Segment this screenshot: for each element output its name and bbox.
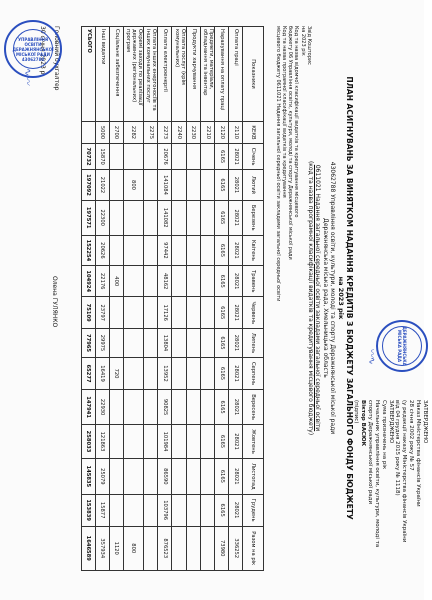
institution-stamp-text: УПРАВЛІННЯ ОСВІТИ ДЕРАЖНЯНСЬКОЇ МІСЬКОЇ РАДИ 43062788 — [12, 36, 54, 62]
row-code: 2240 — [172, 122, 186, 144]
meta-line: Код та назва програмної класифікації видатків та кредитування — [281, 26, 287, 198]
table-cell — [143, 235, 157, 265]
table-cell — [200, 329, 214, 358]
total-label: УСЬОГО — [81, 27, 95, 122]
total-cell: 1646589 — [81, 526, 95, 571]
table-row — [109, 27, 123, 571]
approval-signer-label: (підпис) — [353, 400, 360, 424]
table-cell: 1120 — [109, 526, 123, 571]
table-cell — [143, 425, 157, 459]
total-cell: 147941 — [81, 390, 95, 425]
meta-line: місцевого бюджету 0611021 Надання загальної середньої освіти закладами загальної середньої освіти — [274, 26, 281, 302]
table-header-cell: Червень — [243, 297, 264, 329]
table-cell — [200, 200, 214, 235]
table-cell: 28021 — [229, 143, 243, 169]
table-cell: 6165 — [215, 297, 229, 329]
row-label: Окремі заходи по реалізації державних (регіональних) програм — [123, 27, 143, 122]
row-label: Оплата інших енергоносіїв та інших комунальних послуг — [143, 27, 157, 122]
row-label: Предмети, матеріали, обладнання та інвентар — [200, 27, 214, 122]
table-cell — [123, 297, 143, 329]
total-cell: 65277 — [81, 357, 95, 389]
total-cell: 258033 — [81, 425, 95, 459]
table-cell — [186, 390, 200, 425]
table-cell — [186, 143, 200, 169]
table-body — [81, 27, 242, 571]
table-cell: 20626 — [95, 235, 109, 265]
chief-signature: ∿〰 — [21, 68, 32, 85]
approval-line: Сума призначень на рік — [380, 400, 387, 470]
table-header-cell: Показники — [243, 27, 264, 122]
total-cell: 104924 — [81, 266, 95, 297]
table-cell — [143, 357, 157, 389]
table-cell: 28021 — [229, 329, 243, 358]
table-cell: 6165 — [215, 357, 229, 389]
total-cell: 70732 — [81, 143, 95, 169]
table-header-cell: Грудень — [243, 494, 264, 526]
table-cell — [172, 329, 186, 358]
row-code: 2120 — [215, 122, 229, 144]
table-cell — [186, 494, 200, 526]
table-cell — [109, 458, 123, 494]
table-cell — [172, 425, 186, 459]
table-cell: 22176 — [95, 266, 109, 297]
total-cell: 152254 — [81, 235, 95, 265]
table-cell: 15870 — [95, 143, 109, 169]
table-header-cell: Липень — [243, 329, 264, 358]
table-cell: 73980 — [215, 526, 229, 571]
table-cell — [172, 494, 186, 526]
table-cell — [172, 143, 186, 169]
title-line: Деражнянська міська рада, Хмельницька область — [322, 218, 329, 378]
table-cell — [109, 200, 123, 235]
row-label: Соціальне забезпечення — [109, 27, 123, 122]
table-cell — [143, 526, 157, 571]
meta-line: Звід Кошторис — [306, 26, 312, 65]
approval-line: від 04 грудня 2015 року № 1118) — [394, 400, 401, 496]
table-cell — [123, 494, 143, 526]
table-cell — [143, 200, 157, 235]
table-cell — [143, 329, 157, 358]
table-header-cell: Травень — [243, 266, 264, 297]
table-cell — [200, 425, 214, 459]
table-row — [186, 27, 200, 571]
table-cell: 400 — [109, 266, 123, 297]
row-code: 2282 — [123, 122, 143, 144]
row-code: 2210 — [200, 122, 214, 144]
approval-line: ЗАТВЕРДЖЕНО — [387, 400, 394, 444]
table-cell — [172, 266, 186, 297]
total-code — [81, 122, 95, 144]
table-cell — [123, 390, 143, 425]
table-cell: 23797 — [95, 297, 109, 329]
row-code: 5000 — [95, 122, 109, 144]
table-cell — [186, 266, 200, 297]
table-header-cell: Разом на рік — [243, 526, 264, 571]
table-cell — [172, 458, 186, 494]
table-cell: 86590 — [158, 458, 172, 494]
table-cell — [123, 266, 143, 297]
table-cell: 141084 — [158, 170, 172, 200]
table-cell — [186, 329, 200, 358]
table-cell: 103796 — [158, 494, 172, 526]
approval-line: Наказ Міністерства фінансів України — [415, 400, 422, 507]
table-row — [143, 27, 157, 571]
row-label: Нарахування на оплату праці — [215, 27, 229, 122]
table-cell: 28021 — [229, 266, 243, 297]
approval-line: (у редакції наказу Міністерства фінансів України — [401, 400, 408, 543]
footer-date: 30 січня 2023 р. — [39, 26, 46, 77]
table-row — [95, 27, 109, 571]
table-cell — [123, 329, 143, 358]
table-cell — [143, 390, 157, 425]
table-cell — [109, 170, 123, 200]
table-cell — [109, 235, 123, 265]
table-cell: 13804 — [158, 329, 172, 358]
table-cell: 876523 — [158, 526, 172, 571]
table-row — [172, 27, 186, 571]
table-header-cell: Січень — [243, 143, 264, 169]
footer-chief-name: Олена ГУЛЯНКО — [51, 276, 58, 328]
table-header-row — [243, 27, 264, 571]
table-cell: 6165 — [215, 170, 229, 200]
table-cell: 48162 — [158, 266, 172, 297]
table-cell: 6165 — [215, 390, 229, 425]
row-label: Оплата праці — [229, 27, 243, 122]
table-cell: 6165 — [215, 200, 229, 235]
title-line: 43062788 Управління освіти, культури, молоді та спорту Деражнянської міської ради — [329, 161, 337, 435]
approval-heading: ЗАТВЕРДЖЕНО — [422, 400, 428, 444]
table-cell — [200, 266, 214, 297]
table-cell — [200, 235, 214, 265]
table-cell — [123, 458, 143, 494]
table-cell: 6165 — [215, 329, 229, 358]
table-cell: 6165 — [215, 143, 229, 169]
table-cell: 357934 — [95, 526, 109, 571]
rotated-sheet — [32, 18, 432, 578]
table-cell: 336252 — [229, 526, 243, 571]
table-cell: 22300 — [95, 200, 109, 235]
table-cell: 6165 — [215, 425, 229, 459]
table-cell — [172, 357, 186, 389]
table-cell: 15877 — [95, 494, 109, 526]
table-header-cell: Березень — [243, 200, 264, 235]
meta-line: на 2023 рік — [299, 26, 306, 56]
table-cell — [123, 200, 143, 235]
total-cell: 153839 — [81, 494, 95, 526]
table-cell — [123, 143, 143, 169]
approval-block — [352, 400, 428, 570]
table-cell — [186, 170, 200, 200]
title-line: ПЛАН АСИГНУВАНЬ ЗА ВИНЯТКОМ НАДАННЯ КРЕДИТІВ З БЮДЖЕТУ ЗАГАЛЬНОГО ФОНДУ БЮДЖЕТУ — [345, 76, 354, 520]
approval-signer: Віктор ВАСЮК — [360, 400, 367, 447]
table-cell: 28021 — [229, 297, 243, 329]
table-cell: 720 — [109, 357, 123, 389]
total-cell: 77965 — [81, 329, 95, 358]
meta-line: Код та назва відомчої класифікації видатків та кредитування місцевого — [293, 26, 300, 218]
row-label: Інші видатки — [95, 27, 109, 122]
approval-stamp — [376, 320, 428, 372]
table-cell: 800 — [123, 170, 143, 200]
approval-signature: 〰∿ — [366, 348, 376, 365]
table-cell — [109, 297, 123, 329]
approval-stamp-inner — [382, 326, 422, 366]
table-header-cell: Лютий — [243, 170, 264, 200]
table-cell — [143, 143, 157, 169]
table-cell: 6165 — [215, 494, 229, 526]
table-cell — [186, 425, 200, 459]
table-cell — [109, 390, 123, 425]
table-cell: 28021 — [229, 390, 243, 425]
table-cell — [172, 235, 186, 265]
table-cell — [200, 526, 214, 571]
table-cell: 28021 — [229, 494, 243, 526]
total-cell: 145835 — [81, 458, 95, 494]
table-cell: 6165 — [215, 235, 229, 265]
row-code: 2275 — [143, 122, 157, 144]
table-cell — [200, 494, 214, 526]
allocation-table — [81, 26, 264, 571]
table-header-cell: КЕКВ — [243, 122, 264, 144]
table-cell — [109, 143, 123, 169]
table-cell — [186, 297, 200, 329]
approval-line: 28 січня 2002 року № 57 — [408, 400, 415, 471]
table-cell — [109, 494, 123, 526]
table-cell: 28021 — [229, 235, 243, 265]
row-code: 2230 — [186, 122, 200, 144]
table-cell: 28021 — [229, 200, 243, 235]
table-cell — [200, 458, 214, 494]
institution-stamp-inner — [13, 29, 53, 69]
table-cell: 25079 — [95, 458, 109, 494]
table-cell: 800 — [123, 526, 143, 571]
approval-line: Начальник управління освіти, культури, молоді та — [373, 400, 380, 548]
row-code: 2110 — [229, 122, 243, 144]
total-cell: 197571 — [81, 200, 95, 235]
table-cell — [123, 357, 143, 389]
table-cell — [172, 390, 186, 425]
table-cell: 28021 — [229, 357, 243, 389]
table-cell — [186, 357, 200, 389]
approval-line: спорту Деражнянської міської ради — [367, 400, 373, 505]
table-cell: 22930 — [95, 390, 109, 425]
table-row — [229, 27, 243, 571]
table-cell: 28021 — [229, 425, 243, 459]
table-cell — [172, 526, 186, 571]
row-label: Оплата послуг (крім комунальних) — [172, 27, 186, 122]
title-year: на 2023 рік — [336, 276, 345, 320]
table-cell — [172, 170, 186, 200]
table-cell — [143, 494, 157, 526]
table-cell: 13952 — [158, 357, 172, 389]
table-cell: 17126 — [158, 297, 172, 329]
table-cell: 29975 — [95, 329, 109, 358]
table-cell — [143, 266, 157, 297]
table-cell — [172, 200, 186, 235]
table-row — [158, 27, 172, 571]
table-cell: 121863 — [95, 425, 109, 459]
document-title — [307, 58, 355, 538]
table-cell — [186, 200, 200, 235]
table-cell: 6165 — [215, 266, 229, 297]
table-cell — [186, 458, 200, 494]
table-cell — [200, 170, 214, 200]
table-cell: 28021 — [229, 458, 243, 494]
table-cell — [186, 526, 200, 571]
table-cell: 28021 — [229, 170, 243, 200]
table-cell — [109, 425, 123, 459]
approval-stamp-text: ДЕРАЖНЯНСЬКА МІСЬКА РАДА — [397, 326, 407, 366]
total-cell: 75109 — [81, 297, 95, 329]
table-cell: 141082 — [158, 200, 172, 235]
table-cell — [200, 390, 214, 425]
table-cell: 21022 — [95, 170, 109, 200]
total-cell: 197092 — [81, 170, 95, 200]
table-total-row — [81, 27, 95, 571]
table-cell — [200, 143, 214, 169]
table-cell — [186, 235, 200, 265]
meta-line: бюджету 06 Управління освіти, культури, молоді та спорту Деражнянської міської ради — [287, 26, 294, 260]
table-cell — [143, 297, 157, 329]
table-cell: 6165 — [215, 458, 229, 494]
table-cell — [109, 329, 123, 358]
table-cell — [200, 357, 214, 389]
table-cell — [200, 297, 214, 329]
table-cell — [143, 458, 157, 494]
row-label: Продукти харчування — [186, 27, 200, 122]
row-label: Оплата електроенергії — [158, 27, 172, 122]
table-header-cell: Листопад — [243, 458, 264, 494]
table-cell: 20676 — [158, 143, 172, 169]
table-header-cell: Квітень — [243, 235, 264, 265]
footer-chief-label: Головний бухгалтер — [53, 26, 60, 91]
row-code: 2700 — [109, 122, 123, 144]
row-code: 2273 — [158, 122, 172, 144]
table-row — [200, 27, 214, 571]
table-row — [215, 27, 229, 571]
title-line: 0611021 Надання загальної середньої освіти закладами загальної середньої освіти — [314, 164, 322, 432]
table-cell: 16419 — [95, 357, 109, 389]
table-header-cell: Вересень — [243, 390, 264, 425]
title-line: (код та назва програмної класифікації видатків та кредитування місцевого бюджету) — [307, 160, 314, 436]
table-cell: 97442 — [158, 235, 172, 265]
table-cell — [123, 425, 143, 459]
table-cell: 90825 — [158, 390, 172, 425]
table-header-cell: Жовтень — [243, 425, 264, 459]
table-cell — [143, 170, 157, 200]
table-cell — [172, 297, 186, 329]
table-cell: 101984 — [158, 425, 172, 459]
table-row — [123, 27, 143, 571]
table-header-cell: Серпень — [243, 357, 264, 389]
table-cell — [123, 235, 143, 265]
